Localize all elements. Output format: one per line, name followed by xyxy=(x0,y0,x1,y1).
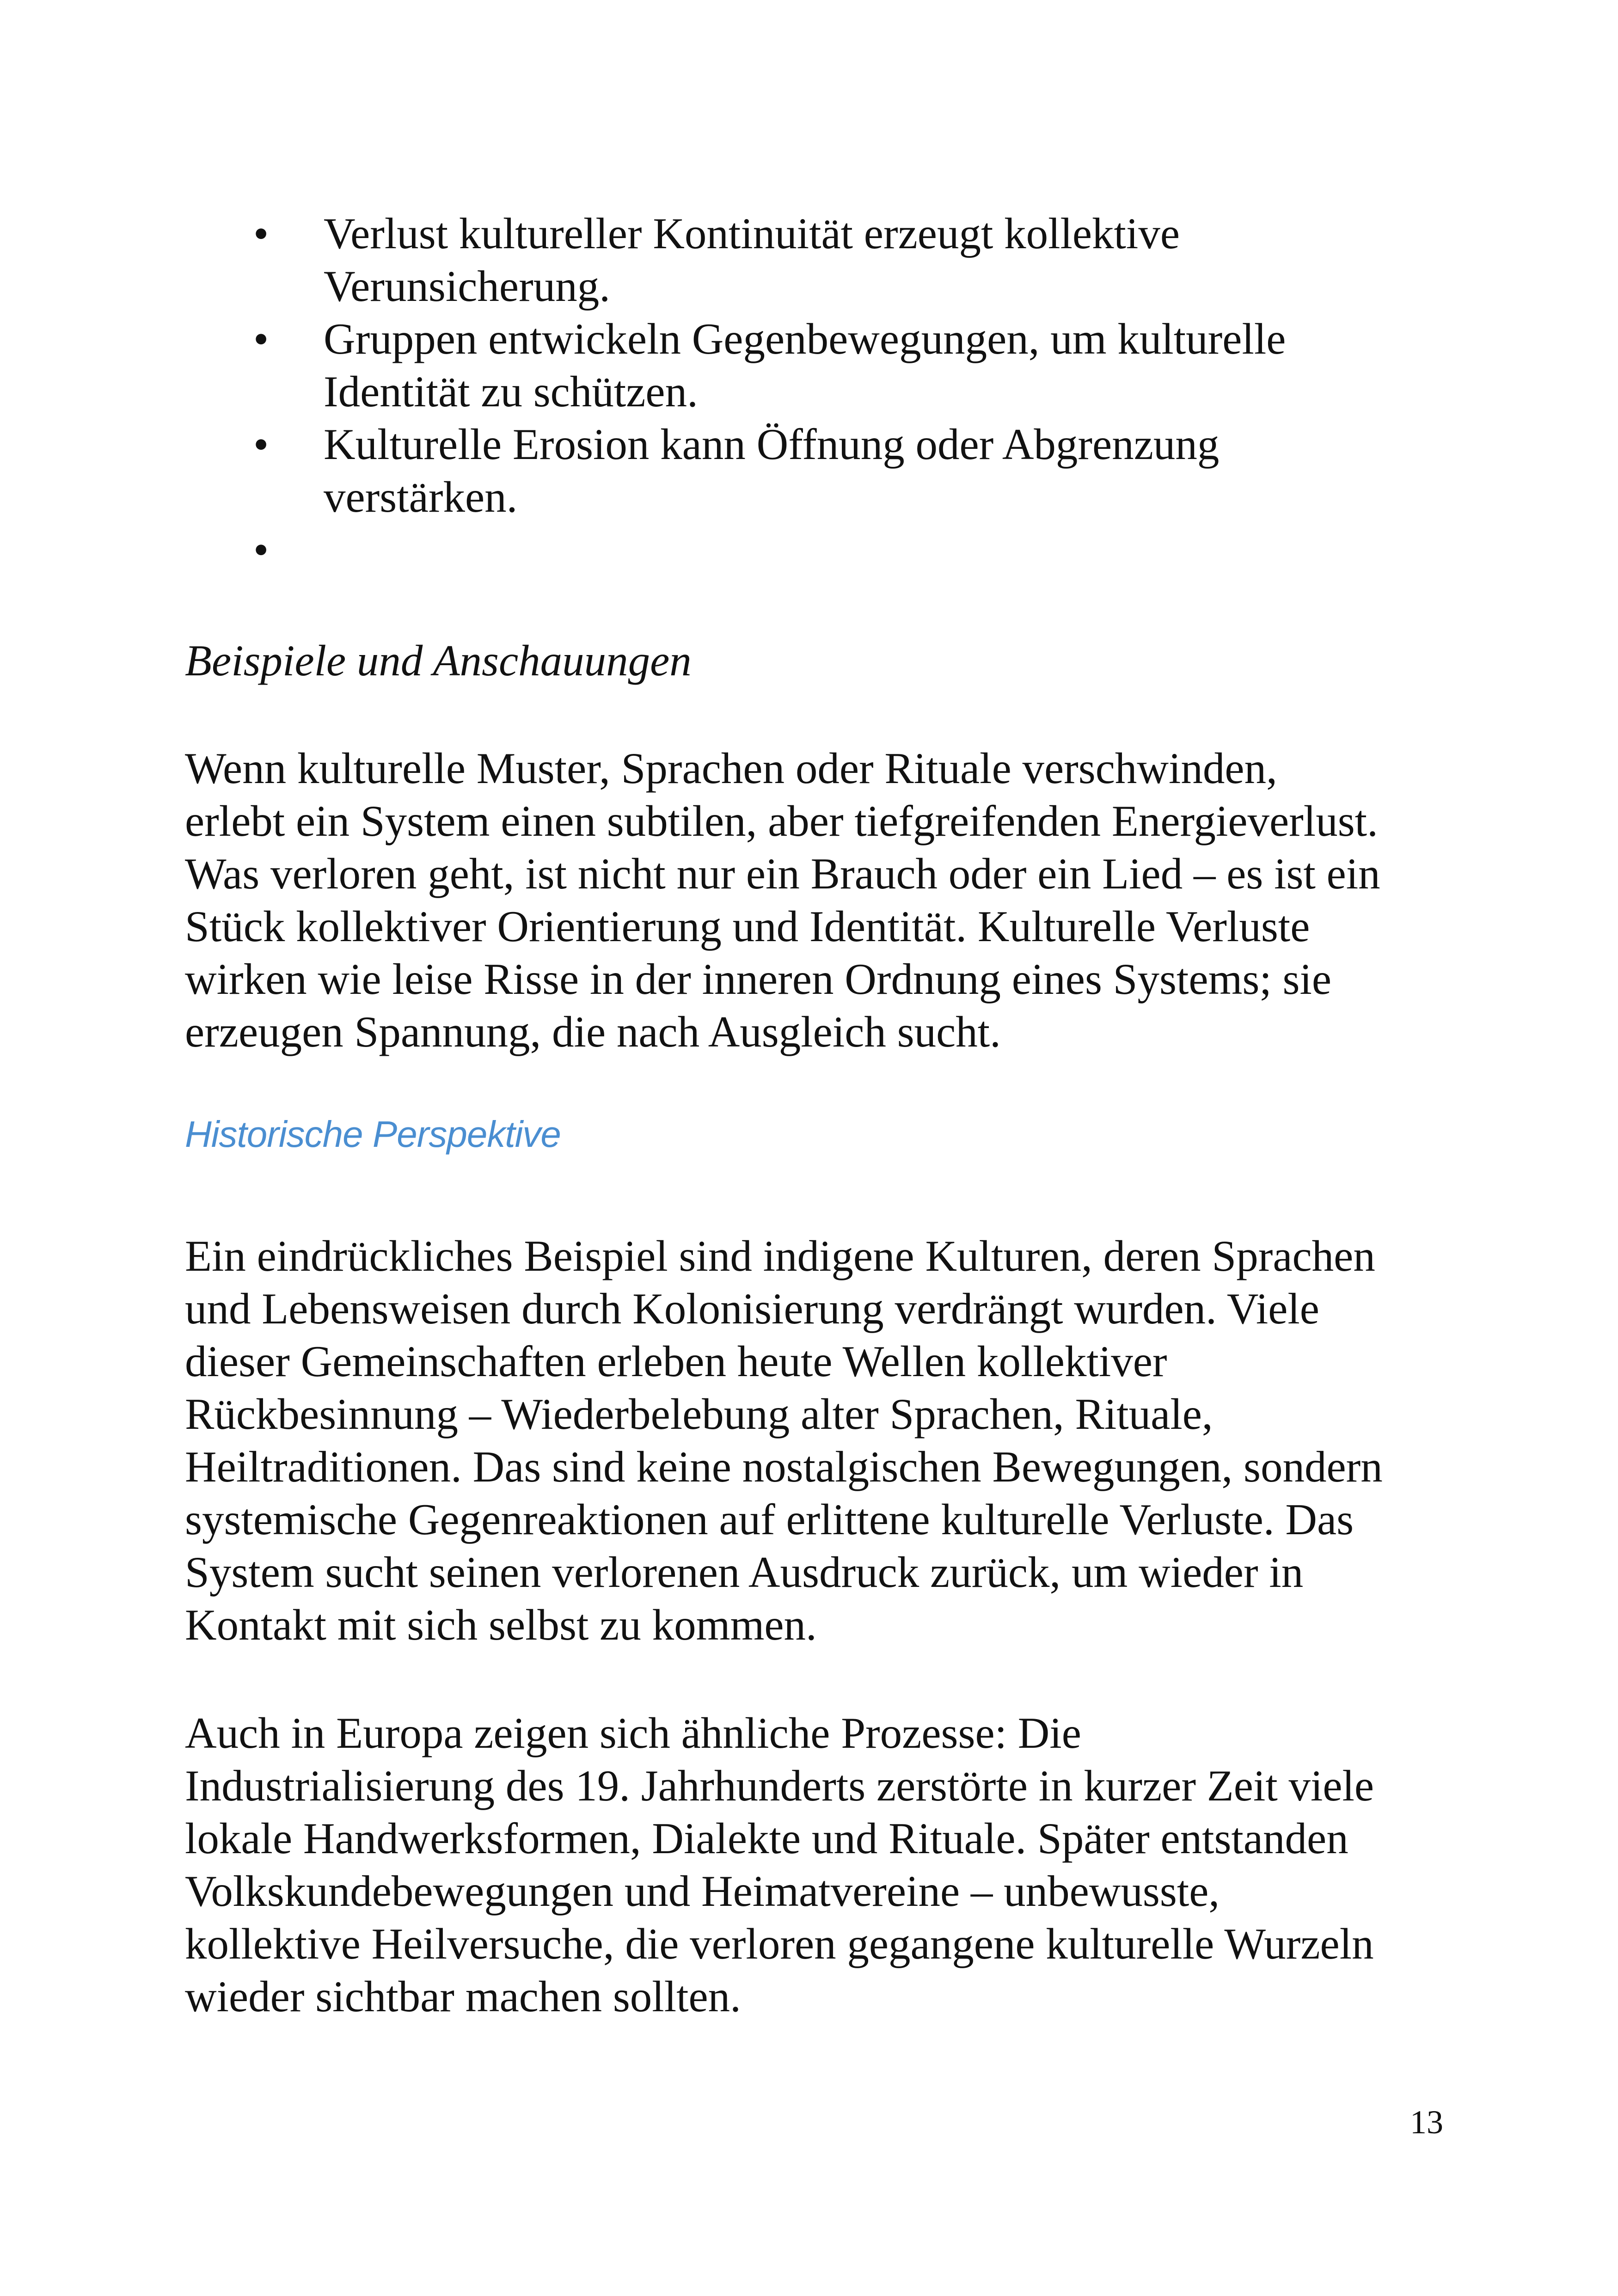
paragraph-line: und Lebensweisen durch Kolonisierung verdrängt wurden. Viele xyxy=(185,1284,1319,1333)
bullet-dot: • xyxy=(253,420,269,469)
bullet-line: Kulturelle Erosion kann Öffnung oder Abgrenzung xyxy=(324,420,1220,469)
paragraph-line: Stück kollektiver Orientierung und Identität. Kulturelle Verluste xyxy=(185,902,1310,951)
bullet-item xyxy=(0,312,1410,418)
bullet-list xyxy=(0,207,1618,576)
paragraph-line: Industrialisierung des 19. Jahrhunderts zerstörte in kurzer Zeit viele xyxy=(185,1761,1374,1810)
page-number: 13 xyxy=(1410,2104,1443,2141)
paragraph-line: Volkskundebewegungen und Heimatvereine – unbewusste, xyxy=(185,1867,1220,1916)
bullet-line: Gruppen entwickeln Gegenbewegungen, um kulturelle xyxy=(324,314,1286,363)
paragraph-europe xyxy=(185,1707,1479,2023)
paragraph-historical xyxy=(185,1230,1479,1651)
bullet-line: Identität zu schützen. xyxy=(324,367,698,416)
paragraph-line: System sucht seinen verlorenen Ausdruck zurück, um wieder in xyxy=(185,1548,1304,1597)
paragraph-line: Heiltraditionen. Das sind keine nostalgischen Bewegungen, sondern xyxy=(185,1442,1383,1491)
paragraph-line: erzeugen Spannung, die nach Ausgleich sucht. xyxy=(185,1007,1001,1056)
bullet-line: Verlust kultureller Kontinuität erzeugt kollektive xyxy=(324,209,1180,258)
bullet-line: Verunsicherung. xyxy=(324,262,610,311)
paragraph-line: Was verloren geht, ist nicht nur ein Brauch oder ein Lied – es ist ein xyxy=(185,849,1380,898)
paragraph-intro xyxy=(185,742,1479,1058)
paragraph-line: lokale Handwerksformen, Dialekte und Rituale. Später entstanden xyxy=(185,1814,1348,1863)
bullet-dot: • xyxy=(253,525,269,574)
paragraph-line: wirken wie leise Risse in der inneren Ordnung eines Systems; sie xyxy=(185,955,1332,1004)
paragraph-line: kollektive Heilversuche, die verloren gegangene kulturelle Wurzeln xyxy=(185,1919,1374,1968)
paragraph-line: systemische Gegenreaktionen auf erlittene kulturelle Verluste. Das xyxy=(185,1495,1354,1544)
paragraph-line: Rückbesinnung – Wiederbelebung alter Sprachen, Rituale, xyxy=(185,1390,1213,1439)
paragraph-line: wieder sichtbar machen sollten. xyxy=(185,1972,741,2021)
paragraph-line: Auch in Europa zeigen sich ähnliche Prozesse: Die xyxy=(185,1708,1081,1757)
paragraph-line: Kontakt mit sich selbst zu kommen. xyxy=(185,1600,817,1649)
bullet-line: verstärken. xyxy=(324,472,518,521)
paragraph-line: erlebt ein System einen subtilen, aber tiefgreifenden Energieverlust. xyxy=(185,796,1378,845)
paragraph-line: Wenn kulturelle Muster, Sprachen oder Rituale verschwinden, xyxy=(185,744,1277,793)
bullet-dot: • xyxy=(253,209,269,258)
bullet-item xyxy=(0,207,1410,312)
paragraph-line: dieser Gemeinschaften erleben heute Wellen kollektiver xyxy=(185,1337,1167,1386)
bullet-dot: • xyxy=(253,314,269,363)
bullet-item-empty xyxy=(0,523,1410,576)
subheading: Beispiele und Anschauungen xyxy=(185,636,692,685)
paragraph-line: Ein eindrückliches Beispiel sind indigene Kulturen, deren Sprachen xyxy=(185,1231,1375,1280)
bullet-item xyxy=(0,418,1410,523)
section-heading: Historische Perspektive xyxy=(185,1114,561,1155)
